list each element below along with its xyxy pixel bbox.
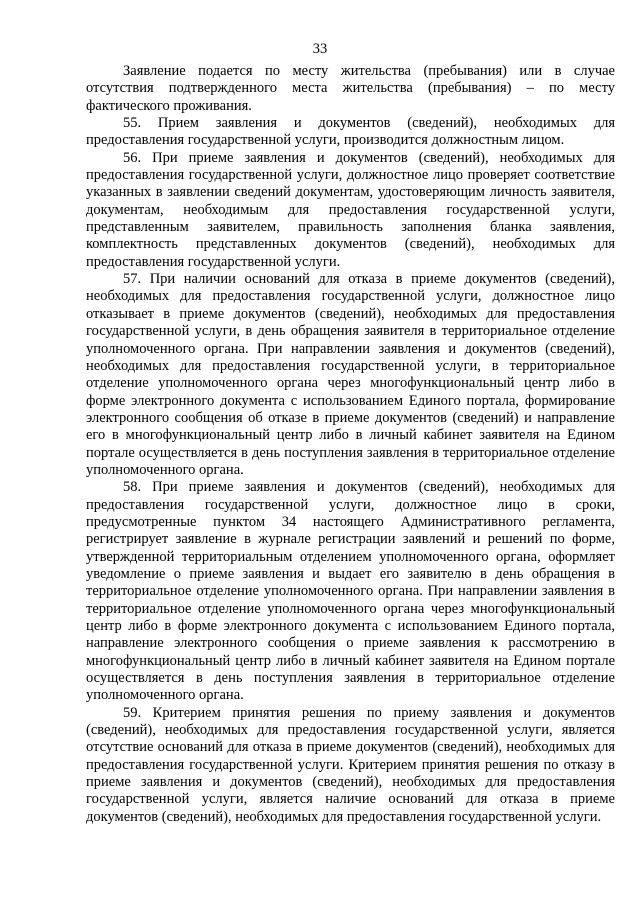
paragraph-59: 59. Критерием принятия решения по приему заявления и документов (сведений), необходимых для предоставления государственной услуги, является отсутствие оснований для отказа в приеме документов (сведений), необходимых для предоставления государственной услуги. Критерием принятия решения по отказу в приеме заявления и документов (сведений), необходимых для предоставления государственной услуги, является наличие оснований для отказа в приеме документов (сведений), необходимых для предоставления государственной услуги. [86, 704, 615, 825]
page-number: 33 [312, 41, 328, 57]
document-body [86, 63, 615, 826]
paragraph-56: 56. При приеме заявления и документов (сведений), необходимых для предоставления государственной услуги, должностное лицо проверяет соответствие указанных в заявлении сведений документам, удостоверяющим личность заявителя, документам, необходимым для предоставления государственной услуги, представленным заявителем, правильность заполнения бланка заявления, комплектность представленных документов (сведений), необходимых для предоставления государственной услуги. [86, 149, 615, 270]
paragraph-58: 58. При приеме заявления и документов (сведений), необходимых для предоставления государственной услуги, должностное лицо в сроки, предусмотренные пунктом 34 настоящего Административного регламента, регистрирует заявление в журнале регистрации заявлений и решений по форме, утвержденной территориальным отделением уполномоченного органа, оформляет уведомление о приеме заявления и выдает его заявителю в день обращения в территориальное отделение уполномоченного органа. При направлении заявления в территориальное отделение уполномоченного органа через многофункциональный центр либо в форме электронного документа с использованием Единого портала, направление электронного сообщения о приеме заявления к рассмотрению в многофункциональный центр либо в личный кабинет заявителя на Едином портале осуществляется в день поступления заявления в территориальное отделение уполномоченного органа. [86, 479, 615, 704]
paragraph-residence: Заявление подается по месту жительства (пребывания) или в случае отсутствия подтвержденного места жительства (пребывания) – по месту фактического проживания. [86, 63, 615, 114]
paragraph-57: 57. При наличии оснований для отказа в приеме документов (сведений), необходимых для предоставления государственной услуги, должностное лицо отказывает в приеме документов (сведений), необходимых для предоставления государственной услуги, в день обращения заявителя в территориальное отделение уполномоченного органа. При направлении заявления и документов (сведений), необходимых для предоставления государственной услуги, в территориальное отделение уполномоченного органа через многофункциональный центр либо в форме электронного документа с использованием Единого портала, формирование электронного сообщения об отказе в приеме документов (сведений) и направление его в многофункциональный центр либо в личный кабинет заявителя на Едином портале осуществляется в день поступления заявления в территориальное отделение уполномоченного органа. [86, 271, 615, 478]
paragraph-55: 55. Прием заявления и документов (сведений), необходимых для предоставления государственной услуги, производится должностным лицом. [86, 115, 615, 149]
